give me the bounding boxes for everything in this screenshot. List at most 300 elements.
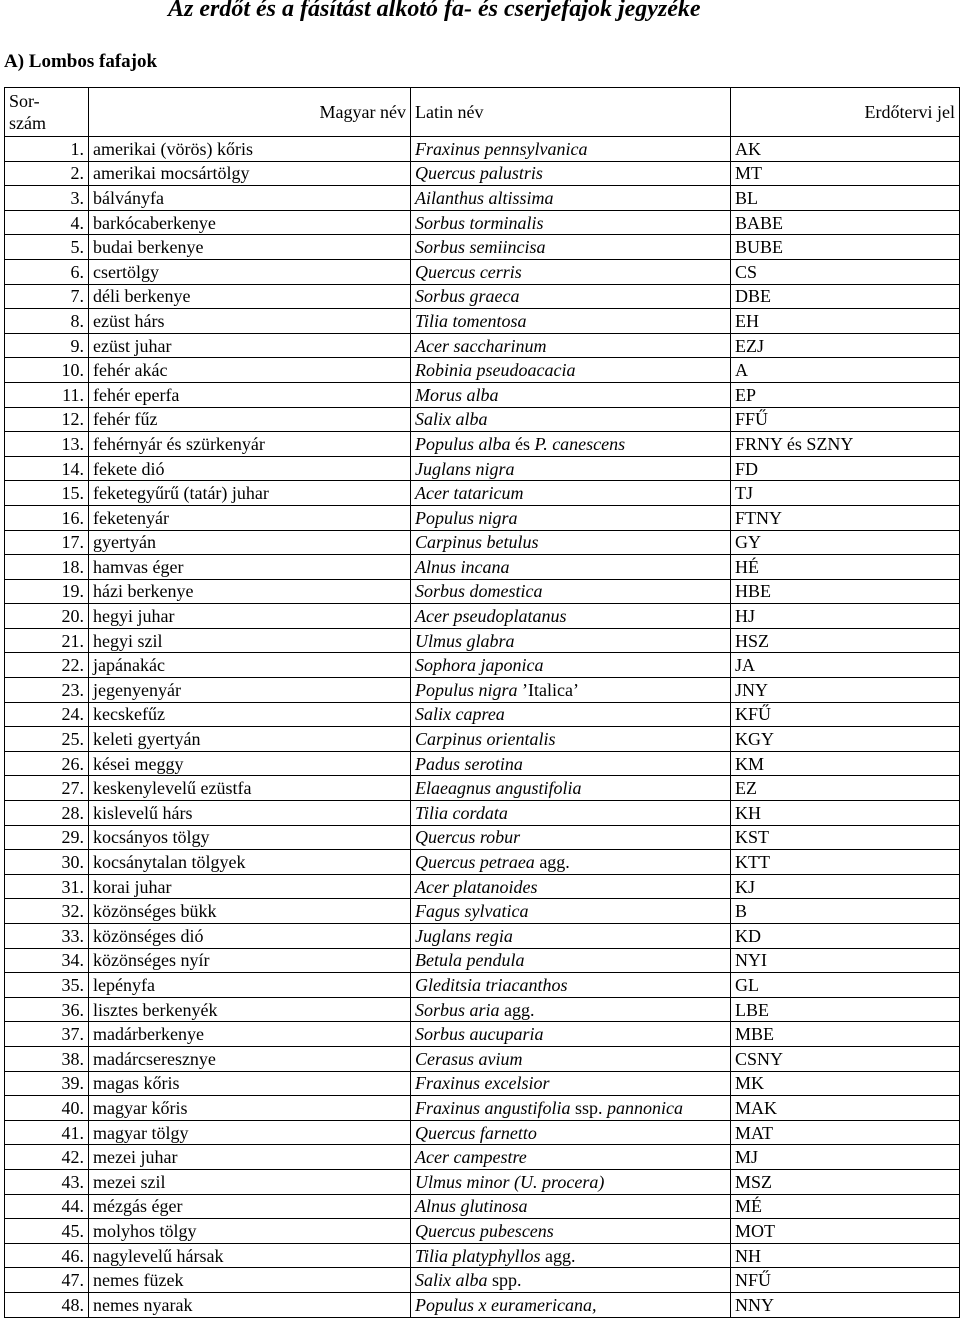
forestry-code: HÉ (731, 555, 960, 580)
species-table (4, 87, 960, 1318)
row-number: 17. (5, 530, 89, 555)
row-number: 9. (5, 333, 89, 358)
table-row (5, 948, 960, 973)
latin-name (411, 1243, 731, 1268)
hungarian-name: lepényfa (89, 973, 411, 998)
latin-name-part: Fraxinus pennsylvanica (415, 138, 588, 159)
hungarian-name: ezüst hárs (89, 309, 411, 334)
table-row (5, 751, 960, 776)
forestry-code: KST (731, 825, 960, 850)
table-row (5, 1219, 960, 1244)
row-number: 24. (5, 702, 89, 727)
table-row (5, 604, 960, 629)
hungarian-name: hamvas éger (89, 555, 411, 580)
latin-name (411, 1022, 731, 1047)
hungarian-name: közönséges bükk (89, 899, 411, 924)
latin-name (411, 235, 731, 260)
forestry-code: EH (731, 309, 960, 334)
table-row (5, 505, 960, 530)
latin-name (411, 973, 731, 998)
hungarian-name: nemes nyarak (89, 1292, 411, 1317)
row-number: 15. (5, 481, 89, 506)
latin-name (411, 727, 731, 752)
latin-name (411, 186, 731, 211)
table-row (5, 579, 960, 604)
row-number: 30. (5, 850, 89, 875)
forestry-code: FTNY (731, 505, 960, 530)
hungarian-name: fehér eperfa (89, 382, 411, 407)
latin-name (411, 382, 731, 407)
table-row (5, 235, 960, 260)
row-number: 21. (5, 628, 89, 653)
hungarian-name: fehér akác (89, 358, 411, 383)
latin-name (411, 284, 731, 309)
table-row (5, 702, 960, 727)
latin-name (411, 432, 731, 457)
header-number-line1: Sor- (9, 91, 40, 111)
latin-name-part: agg. (540, 1245, 576, 1266)
hungarian-name: közönséges nyír (89, 948, 411, 973)
latin-name (411, 1219, 731, 1244)
row-number: 16. (5, 505, 89, 530)
latin-name-part: Acer tataricum (415, 483, 524, 504)
row-number: 13. (5, 432, 89, 457)
table-row (5, 997, 960, 1022)
latin-name (411, 702, 731, 727)
hungarian-name: keleti gyertyán (89, 727, 411, 752)
forestry-code: MOT (731, 1219, 960, 1244)
latin-name-part: Ulmus glabra (415, 630, 515, 651)
latin-name-part: Padus serotina (415, 753, 523, 774)
forestry-code: MAK (731, 1096, 960, 1121)
forestry-code: MAT (731, 1120, 960, 1145)
table-row (5, 653, 960, 678)
table-row (5, 1022, 960, 1047)
row-number: 28. (5, 801, 89, 826)
header-number-line2: szám (9, 113, 46, 133)
latin-name (411, 874, 731, 899)
hungarian-name: magas kőris (89, 1071, 411, 1096)
latin-name-part: Sorbus graeca (415, 286, 520, 307)
forestry-code: CS (731, 259, 960, 284)
table-row (5, 801, 960, 826)
forestry-code: NFŰ (731, 1268, 960, 1293)
latin-name-part: Fraxinus angustifolia (415, 1097, 571, 1118)
forestry-code: KJ (731, 874, 960, 899)
table-row (5, 137, 960, 162)
latin-name-part: Populus nigra (415, 507, 518, 528)
latin-name (411, 899, 731, 924)
row-number: 34. (5, 948, 89, 973)
latin-name (411, 579, 731, 604)
forestry-code: CSNY (731, 1046, 960, 1071)
row-number: 44. (5, 1194, 89, 1219)
latin-name (411, 1292, 731, 1317)
forestry-code: MJ (731, 1145, 960, 1170)
forestry-code: JA (731, 653, 960, 678)
row-number: 18. (5, 555, 89, 580)
hungarian-name: hegyi juhar (89, 604, 411, 629)
table-row (5, 1243, 960, 1268)
hungarian-name: kislevelű hárs (89, 801, 411, 826)
row-number: 41. (5, 1120, 89, 1145)
table-header-row (5, 88, 960, 137)
row-number: 22. (5, 653, 89, 678)
hungarian-name: ezüst juhar (89, 333, 411, 358)
row-number: 27. (5, 776, 89, 801)
latin-name-part: Sorbus aucuparia (415, 1024, 544, 1045)
hungarian-name: jegenyenyár (89, 678, 411, 703)
latin-name (411, 776, 731, 801)
row-number: 31. (5, 874, 89, 899)
row-number: 48. (5, 1292, 89, 1317)
forestry-code: EP (731, 382, 960, 407)
forestry-code: MÉ (731, 1194, 960, 1219)
latin-name-part: Tilia platyphyllos (415, 1245, 541, 1266)
latin-name-part: ’Italica’ (517, 679, 579, 700)
latin-name (411, 137, 731, 162)
forestry-code: DBE (731, 284, 960, 309)
row-number: 33. (5, 924, 89, 949)
latin-name-part: Elaeagnus angustifolia (415, 778, 582, 799)
latin-name-part: Gleditsia triacanthos (415, 974, 568, 995)
latin-name-part: Sophora japonica (415, 655, 544, 676)
forestry-code: KD (731, 924, 960, 949)
table-row (5, 973, 960, 998)
latin-name-part: Tilia tomentosa (415, 310, 527, 331)
forestry-code: HBE (731, 579, 960, 604)
latin-name-part: agg. (534, 852, 570, 873)
latin-name-part: P. canescens (534, 433, 626, 454)
latin-name-part: Carpinus betulus (415, 532, 539, 553)
forestry-code: NNY (731, 1292, 960, 1317)
row-number: 38. (5, 1046, 89, 1071)
document-title: Az erdőt és a fásítást alkotó fa- és cserjefajok jegyzéke (168, 0, 701, 22)
forestry-code: MT (731, 161, 960, 186)
latin-name (411, 653, 731, 678)
latin-name-part: ssp. (570, 1097, 608, 1118)
latin-name (411, 1145, 731, 1170)
hungarian-name: barkócaberkenye (89, 210, 411, 235)
header-hungarian-name: Magyar név (89, 88, 411, 137)
table-row (5, 678, 960, 703)
table-row (5, 1120, 960, 1145)
latin-name (411, 333, 731, 358)
row-number: 6. (5, 259, 89, 284)
table-row (5, 432, 960, 457)
latin-name (411, 358, 731, 383)
latin-name-part: Salix alba (415, 1270, 488, 1291)
row-number: 32. (5, 899, 89, 924)
latin-name-part: Quercus robur (415, 827, 521, 848)
hungarian-name: fehérnyár és szürkenyár (89, 432, 411, 457)
forestry-code: FD (731, 456, 960, 481)
forestry-code: HSZ (731, 628, 960, 653)
latin-name-part: és (510, 433, 535, 454)
table-row (5, 161, 960, 186)
table-row (5, 850, 960, 875)
hungarian-name: bálványfa (89, 186, 411, 211)
latin-name-part: Acer platanoides (415, 876, 538, 897)
latin-name-part: Morus alba (415, 384, 499, 405)
forestry-code: MBE (731, 1022, 960, 1047)
hungarian-name: hegyi szil (89, 628, 411, 653)
forestry-code: FRNY és SZNY (731, 432, 960, 457)
row-number: 47. (5, 1268, 89, 1293)
row-number: 1. (5, 137, 89, 162)
latin-name-part: Sorbus domestica (415, 581, 543, 602)
hungarian-name: madárcseresznye (89, 1046, 411, 1071)
forestry-code: MK (731, 1071, 960, 1096)
latin-name (411, 505, 731, 530)
row-number: 29. (5, 825, 89, 850)
header-latin-name: Latin név (411, 88, 731, 137)
forestry-code: GL (731, 973, 960, 998)
row-number: 8. (5, 309, 89, 334)
row-number: 25. (5, 727, 89, 752)
forestry-code: KM (731, 751, 960, 776)
latin-name-part: Sorbus semiincisa (415, 237, 546, 258)
latin-name-part: Carpinus orientalis (415, 729, 556, 750)
hungarian-name: feketenyár (89, 505, 411, 530)
latin-name (411, 407, 731, 432)
latin-name-part: Sorbus aria (415, 999, 500, 1020)
latin-name (411, 259, 731, 284)
latin-name (411, 924, 731, 949)
latin-name-part: Populus x euramericana, (415, 1294, 597, 1315)
latin-name-part: Sorbus torminalis (415, 212, 544, 233)
row-number: 11. (5, 382, 89, 407)
latin-name (411, 210, 731, 235)
row-number: 3. (5, 186, 89, 211)
latin-name-part: Alnus incana (415, 556, 510, 577)
table-row (5, 825, 960, 850)
table-row (5, 186, 960, 211)
forestry-code: JNY (731, 678, 960, 703)
latin-name-part: Populus alba (415, 433, 511, 454)
table-row (5, 309, 960, 334)
forestry-code: EZ (731, 776, 960, 801)
forestry-code: NH (731, 1243, 960, 1268)
table-row (5, 481, 960, 506)
latin-name-part: Fraxinus excelsior (415, 1073, 550, 1094)
hungarian-name: csertölgy (89, 259, 411, 284)
hungarian-name: amerikai (vörös) kőris (89, 137, 411, 162)
forestry-code: LBE (731, 997, 960, 1022)
hungarian-name: kései meggy (89, 751, 411, 776)
table-row (5, 1292, 960, 1317)
latin-name (411, 850, 731, 875)
hungarian-name: kecskefűz (89, 702, 411, 727)
latin-name (411, 1120, 731, 1145)
latin-name-part: Acer saccharinum (415, 335, 547, 356)
hungarian-name: mézgás éger (89, 1194, 411, 1219)
hungarian-name: mezei szil (89, 1169, 411, 1194)
latin-name-part: Juglans regia (415, 925, 513, 946)
latin-name-part: Quercus farnetto (415, 1122, 537, 1143)
latin-name (411, 997, 731, 1022)
latin-name-part: Quercus cerris (415, 261, 522, 282)
row-number: 43. (5, 1169, 89, 1194)
hungarian-name: lisztes berkenyék (89, 997, 411, 1022)
row-number: 37. (5, 1022, 89, 1047)
hungarian-name: fehér fűz (89, 407, 411, 432)
latin-name-part: Cerasus avium (415, 1048, 523, 1069)
table-row (5, 456, 960, 481)
latin-name-part: Fagus sylvatica (415, 901, 529, 922)
hungarian-name: gyertyán (89, 530, 411, 555)
latin-name-part: spp. (487, 1270, 522, 1291)
latin-name-part: Quercus pubescens (415, 1220, 554, 1241)
hungarian-name: feketegyűrű (tatár) juhar (89, 481, 411, 506)
hungarian-name: molyhos tölgy (89, 1219, 411, 1244)
hungarian-name: nagylevelű hársak (89, 1243, 411, 1268)
row-number: 19. (5, 579, 89, 604)
latin-name-part: Alnus glutinosa (415, 1196, 528, 1217)
row-number: 20. (5, 604, 89, 629)
latin-name (411, 161, 731, 186)
forestry-code: NYI (731, 948, 960, 973)
forestry-code: EZJ (731, 333, 960, 358)
forestry-code: MSZ (731, 1169, 960, 1194)
row-number: 2. (5, 161, 89, 186)
latin-name-part: Acer pseudoplatanus (415, 606, 567, 627)
latin-name (411, 456, 731, 481)
hungarian-name: házi berkenye (89, 579, 411, 604)
hungarian-name: magyar kőris (89, 1096, 411, 1121)
latin-name (411, 825, 731, 850)
hungarian-name: kocsánytalan tölgyek (89, 850, 411, 875)
table-row (5, 555, 960, 580)
forestry-code: BABE (731, 210, 960, 235)
table-row (5, 776, 960, 801)
forestry-code: FFŰ (731, 407, 960, 432)
latin-name (411, 751, 731, 776)
hungarian-name: déli berkenye (89, 284, 411, 309)
row-number: 36. (5, 997, 89, 1022)
forestry-code: BUBE (731, 235, 960, 260)
latin-name (411, 555, 731, 580)
table-row (5, 924, 960, 949)
hungarian-name: keskenylevelű ezüstfa (89, 776, 411, 801)
forestry-code: B (731, 899, 960, 924)
latin-name-part: Tilia cordata (415, 802, 508, 823)
latin-name (411, 1096, 731, 1121)
hungarian-name: japánakác (89, 653, 411, 678)
latin-name-part: pannonica (607, 1097, 684, 1118)
table-row (5, 358, 960, 383)
latin-name-part: Ailanthus altissima (415, 187, 554, 208)
table-row (5, 1268, 960, 1293)
row-number: 42. (5, 1145, 89, 1170)
header-number (5, 88, 89, 137)
forestry-code: AK (731, 137, 960, 162)
table-row (5, 727, 960, 752)
header-forestry-code: Erdőtervi jel (731, 88, 960, 137)
forestry-code: KTT (731, 850, 960, 875)
table-row (5, 284, 960, 309)
latin-name-part: Populus nigra (415, 679, 518, 700)
table-row (5, 628, 960, 653)
hungarian-name: kocsányos tölgy (89, 825, 411, 850)
latin-name-part: Quercus palustris (415, 163, 543, 184)
latin-name (411, 1268, 731, 1293)
latin-name-part: Ulmus minor (U. procera) (415, 1171, 605, 1192)
hungarian-name: nemes füzek (89, 1268, 411, 1293)
table-row (5, 1169, 960, 1194)
latin-name (411, 309, 731, 334)
latin-name-part: Salix alba (415, 409, 488, 430)
row-number: 40. (5, 1096, 89, 1121)
latin-name-part: Juglans nigra (415, 458, 515, 479)
forestry-code: A (731, 358, 960, 383)
forestry-code: TJ (731, 481, 960, 506)
row-number: 10. (5, 358, 89, 383)
forestry-code: KFŰ (731, 702, 960, 727)
table-row (5, 382, 960, 407)
row-number: 7. (5, 284, 89, 309)
table-row (5, 899, 960, 924)
row-number: 12. (5, 407, 89, 432)
table-row (5, 210, 960, 235)
forestry-code: BL (731, 186, 960, 211)
latin-name (411, 604, 731, 629)
table-row (5, 874, 960, 899)
row-number: 4. (5, 210, 89, 235)
latin-name (411, 1194, 731, 1219)
latin-name (411, 481, 731, 506)
latin-name-part: Acer campestre (415, 1147, 527, 1168)
row-number: 35. (5, 973, 89, 998)
hungarian-name: magyar tölgy (89, 1120, 411, 1145)
table-row (5, 1145, 960, 1170)
hungarian-name: mezei juhar (89, 1145, 411, 1170)
latin-name (411, 801, 731, 826)
latin-name-part: agg. (499, 999, 535, 1020)
row-number: 23. (5, 678, 89, 703)
forestry-code: KGY (731, 727, 960, 752)
row-number: 5. (5, 235, 89, 260)
table-row (5, 1194, 960, 1219)
hungarian-name: madárberkenye (89, 1022, 411, 1047)
latin-name (411, 628, 731, 653)
table-row (5, 1096, 960, 1121)
latin-name (411, 948, 731, 973)
latin-name (411, 1071, 731, 1096)
table-row (5, 407, 960, 432)
hungarian-name: amerikai mocsártölgy (89, 161, 411, 186)
table-row (5, 259, 960, 284)
latin-name-part: Betula pendula (415, 950, 525, 971)
hungarian-name: közönséges dió (89, 924, 411, 949)
row-number: 46. (5, 1243, 89, 1268)
table-row (5, 1071, 960, 1096)
hungarian-name: korai juhar (89, 874, 411, 899)
latin-name-part: Robinia pseudoacacia (415, 360, 576, 381)
forestry-code: GY (731, 530, 960, 555)
hungarian-name: budai berkenye (89, 235, 411, 260)
row-number: 14. (5, 456, 89, 481)
forestry-code: KH (731, 801, 960, 826)
row-number: 39. (5, 1071, 89, 1096)
latin-name (411, 1169, 731, 1194)
latin-name (411, 530, 731, 555)
species-rows (5, 137, 960, 1318)
table-row (5, 1046, 960, 1071)
table-row (5, 333, 960, 358)
latin-name-part: Salix caprea (415, 704, 505, 725)
latin-name-part: Quercus petraea (415, 852, 535, 873)
